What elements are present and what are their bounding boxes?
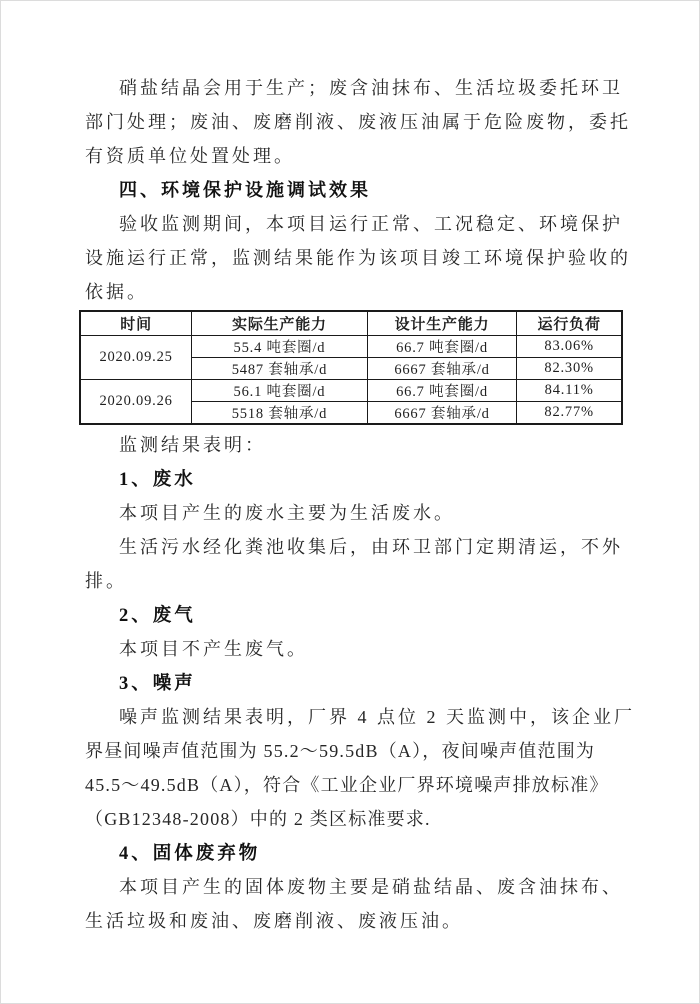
table-row xyxy=(80,336,622,358)
table-cell-actual: 5487 套轴承/d xyxy=(192,358,368,380)
table-cell-design: 66.7 吨套圈/d xyxy=(367,336,517,358)
line-monitoring-results: 监测结果表明： xyxy=(119,435,266,455)
para-waste-gas: 本项目不产生废气。 xyxy=(119,639,308,659)
para-solid-waste-line-2: 生活垃圾和废油、废磨削液、废液压油。 xyxy=(85,911,463,931)
table-cell-date-0925: 2020.09.25 xyxy=(80,336,192,380)
heading-noise: 3、噪声 xyxy=(119,674,196,694)
table-cell-design: 6667 套轴承/d xyxy=(367,402,517,425)
heading-waste-gas: 2、废气 xyxy=(119,606,196,626)
document-content xyxy=(1,1,699,937)
para-acceptance-line-3: 依据。 xyxy=(85,282,148,302)
para-noise-line-1: 噪声监测结果表明，厂界 4 点位 2 天监测中，该企业厂 xyxy=(119,707,635,727)
table-cell-actual: 5518 套轴承/d xyxy=(192,402,368,425)
para-wastewater-collect-line-1: 生活污水经化粪池收集后，由环卫部门定期清运，不外 xyxy=(119,537,623,557)
para-noise-line-3: 45.5～49.5dB（A），符合《工业企业厂界环境噪声排放标准》 xyxy=(85,775,609,795)
para-acceptance-line-1: 验收监测期间，本项目运行正常、工况稳定、环境保护 xyxy=(119,214,623,234)
table-cell-load: 83.06% xyxy=(517,336,622,358)
table-cell-load: 84.11% xyxy=(517,380,622,402)
para-wastewater-main: 本项目产生的废水主要为生活废水。 xyxy=(119,503,455,523)
heading-wastewater: 1、废水 xyxy=(119,470,196,490)
table-cell-design: 6667 套轴承/d xyxy=(367,358,517,380)
table-cell-load: 82.30% xyxy=(517,358,622,380)
table-row xyxy=(80,380,622,402)
para-disposal-line-1: 硝盐结晶会用于生产；废含油抹布、生活垃圾委托环卫 xyxy=(119,78,623,98)
heading-solid-waste: 4、固体废弃物 xyxy=(119,844,261,864)
production-capacity-table xyxy=(79,310,623,425)
table-cell-design: 66.7 吨套圈/d xyxy=(367,380,517,402)
para-disposal-line-2: 部门处理；废油、废磨削液、废液压油属于危险废物，委托 xyxy=(85,112,631,132)
table-cell-actual: 55.4 吨套圈/d xyxy=(192,336,368,358)
table-header-actual-capacity: 实际生产能力 xyxy=(192,311,368,336)
para-wastewater-collect-line-2: 排。 xyxy=(85,571,127,591)
para-disposal-line-3: 有资质单位处置处理。 xyxy=(85,146,295,166)
table-cell-actual: 56.1 吨套圈/d xyxy=(192,380,368,402)
table-cell-load: 82.77% xyxy=(517,402,622,425)
heading-section-4: 四、环境保护设施调试效果 xyxy=(119,180,371,200)
para-acceptance-line-2: 设施运行正常，监测结果能作为该项目竣工环境保护验收的 xyxy=(85,248,631,268)
table-header-row xyxy=(80,311,622,336)
table-header-operating-load: 运行负荷 xyxy=(517,311,622,336)
table-header-design-capacity: 设计生产能力 xyxy=(367,311,517,336)
table-cell-date-0926: 2020.09.26 xyxy=(80,380,192,425)
para-noise-line-2: 界昼间噪声值范围为 55.2～59.5dB（A），夜间噪声值范围为 xyxy=(85,741,596,761)
para-noise-line-4: （GB12348-2008）中的 2 类区标准要求. xyxy=(85,809,431,829)
para-solid-waste-line-1: 本项目产生的固体废物主要是硝盐结晶、废含油抹布、 xyxy=(119,877,623,897)
table-header-time: 时间 xyxy=(80,311,192,336)
